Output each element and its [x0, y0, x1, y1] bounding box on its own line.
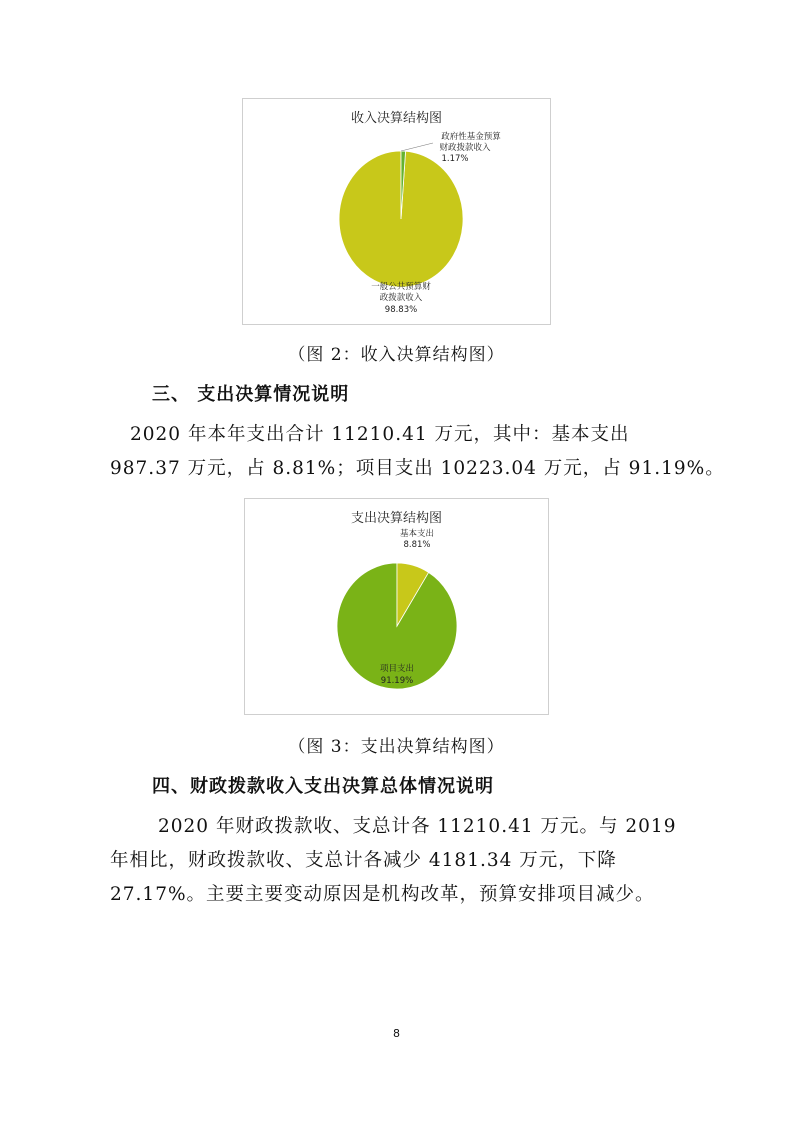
expenditure-large-label-pct: 91.19%: [380, 676, 414, 686]
expenditure-small-label-line1: 基本支出: [399, 529, 435, 539]
section4-line3: 27.17%。主要主要变动原因是机构改革，预算安排项目减少。: [110, 884, 655, 905]
income-pie-svg: [243, 99, 550, 324]
expenditure-pie-svg: [245, 499, 548, 714]
section3-line1: 2020 年本年支出合计 11210.41 万元，其中：基本支出: [130, 424, 630, 445]
expenditure-small-label-pct: 8.81%: [403, 540, 431, 550]
section4-paragraph: [110, 810, 677, 912]
income-small-label-pct: 1.17%: [441, 154, 469, 164]
section4-line2: 年相比，财政拨款收、支总计各减少 4181.34 万元，下降: [110, 850, 617, 871]
section3-paragraph: [110, 418, 725, 486]
expenditure-large-label-line1: 项目支出: [379, 664, 415, 674]
figure2-caption: （图 2：收入决算结构图）: [288, 345, 505, 365]
income-chart-title: 收入决算结构图: [350, 111, 442, 126]
income-leader-line: [401, 143, 433, 151]
income-small-label-line2: 财政拨款收入: [439, 143, 491, 153]
section4-heading: 四、财政拨款收入支出决算总体情况说明: [152, 776, 494, 797]
page-number: 8: [393, 1027, 400, 1040]
income-large-label-line1: 一般公共预算财: [371, 282, 431, 292]
income-large-label-pct: 98.83%: [384, 305, 418, 315]
section3-heading: 三、 支出决算情况说明: [152, 384, 350, 405]
expenditure-structure-chart: [244, 498, 549, 715]
section4-line1: 2020 年财政拨款收、支总计各 11210.41 万元。与 2019: [158, 816, 677, 837]
figure3-caption: （图 3：支出决算结构图）: [288, 737, 505, 757]
income-small-label-line1: 政府性基金预算: [441, 132, 501, 142]
section3-line2: 987.37 万元，占 8.81%；项目支出 10223.04 万元，占 91.19%。: [110, 458, 725, 479]
expenditure-chart-title: 支出决算结构图: [350, 511, 442, 526]
income-large-label-line2: 政拨款收入: [379, 293, 423, 303]
income-structure-chart: [242, 98, 551, 325]
